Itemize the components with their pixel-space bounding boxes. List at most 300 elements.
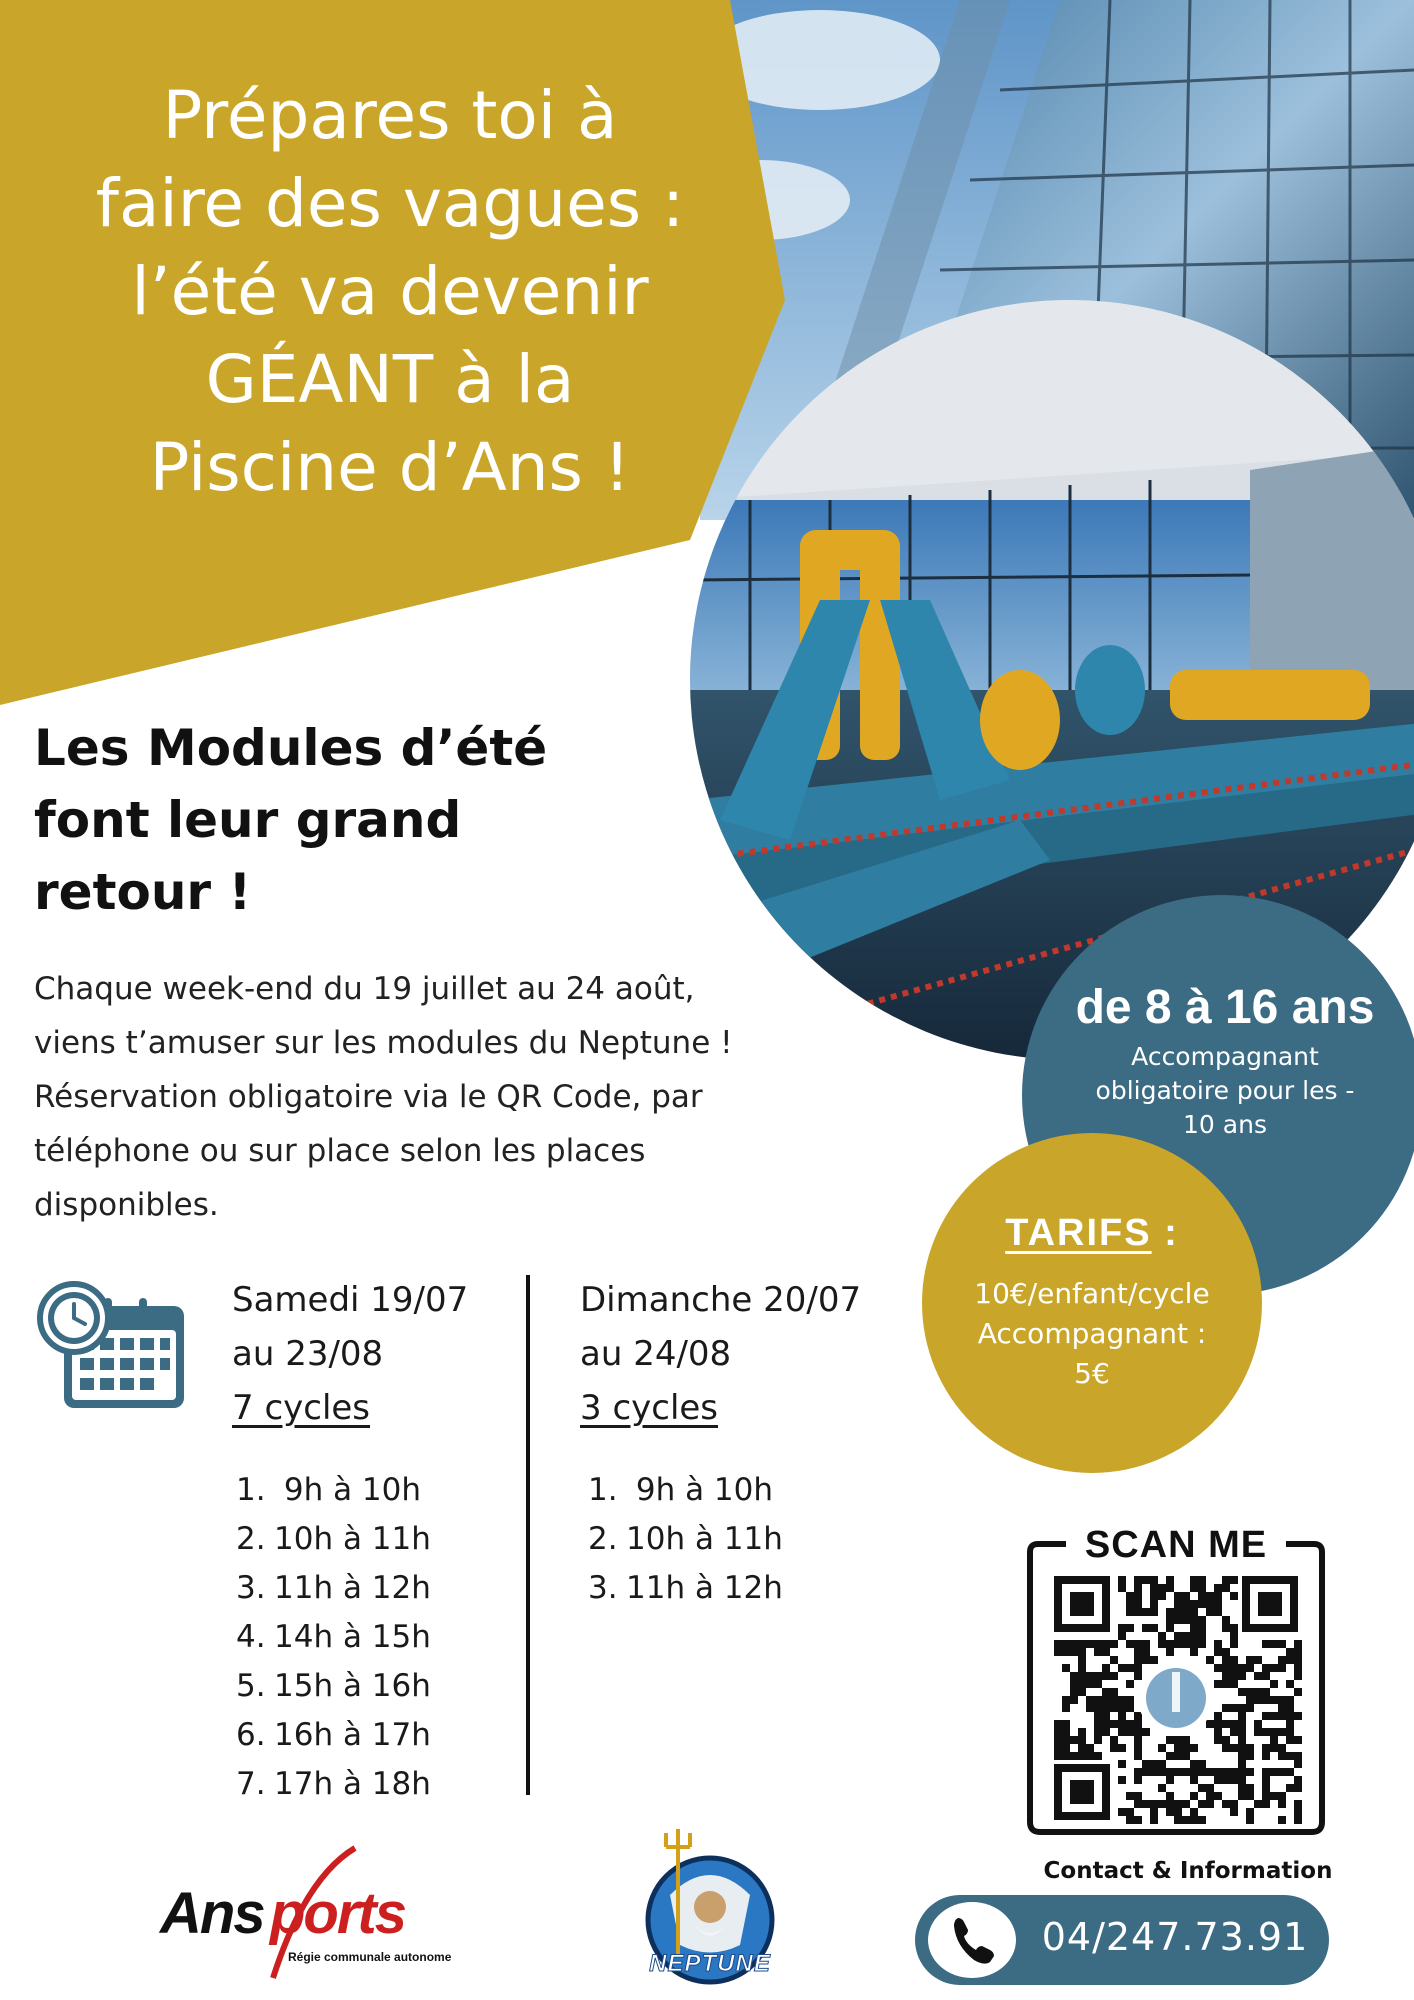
qr-module [1286, 1648, 1294, 1656]
qr-module [1270, 1728, 1278, 1736]
qr-module [1222, 1744, 1230, 1752]
age-note-line: Accompagnant [1131, 1042, 1319, 1071]
description-line: Chaque week-end du 19 juillet au 24 août, [34, 971, 695, 1007]
qr-module [1086, 1744, 1094, 1752]
ans-logo-text: Ans [160, 1881, 264, 1946]
qr-module [1190, 1608, 1198, 1616]
qr-module [1118, 1776, 1126, 1784]
qr-module [1118, 1704, 1126, 1712]
qr-module [1262, 1640, 1270, 1648]
qr-module [1118, 1664, 1126, 1672]
qr-module [1174, 1608, 1182, 1616]
qr-module [1214, 1640, 1222, 1648]
qr-module [1182, 1632, 1190, 1640]
qr-module [1078, 1672, 1086, 1680]
qr-module [1134, 1608, 1142, 1616]
qr-module [1094, 1736, 1102, 1744]
qr-module [1062, 1696, 1070, 1704]
qr-module [1126, 1720, 1134, 1728]
qr-module [1262, 1800, 1270, 1808]
qr-module [1254, 1720, 1262, 1728]
description-line: viens t’amuser sur les modules du Neptune ! [34, 1025, 733, 1061]
qr-module [1278, 1800, 1286, 1808]
qr-module [1118, 1760, 1126, 1768]
qr-module [1174, 1752, 1182, 1760]
qr-module [1270, 1640, 1278, 1648]
qr-module [1278, 1664, 1286, 1672]
qr-module [1086, 1704, 1094, 1712]
qr-module [1190, 1600, 1198, 1608]
qr-module [1246, 1808, 1254, 1816]
qr-module [1294, 1672, 1302, 1680]
qr-module [1230, 1624, 1238, 1632]
qr-module [1110, 1720, 1118, 1728]
qr-module [1174, 1768, 1182, 1776]
qr-module [1238, 1712, 1246, 1720]
qr-module [1182, 1744, 1190, 1752]
qr-module [1118, 1576, 1126, 1584]
qr-module [1110, 1656, 1118, 1664]
qr-module [1094, 1720, 1102, 1728]
qr-module [1086, 1696, 1094, 1704]
qr-module [1070, 1688, 1078, 1696]
qr-module [1182, 1640, 1190, 1648]
qr-module [1166, 1792, 1174, 1800]
qr-module [1262, 1792, 1270, 1800]
qr-module [1150, 1656, 1158, 1664]
qr-module [1294, 1760, 1302, 1768]
qr-module [1286, 1728, 1294, 1736]
qr-module [1190, 1576, 1198, 1584]
headline [40, 72, 740, 512]
qr-module [1182, 1816, 1190, 1824]
tarif-line: Accompagnant : [977, 1317, 1207, 1350]
list-item: 5. 15h à 16h [236, 1668, 431, 1704]
qr-module [1230, 1640, 1238, 1648]
qr-module [1102, 1640, 1110, 1648]
qr-module [1094, 1640, 1102, 1648]
qr-module [1062, 1720, 1070, 1728]
phone-icon-badge [928, 1902, 1016, 1978]
qr-module [1238, 1760, 1246, 1768]
qr-module [1102, 1704, 1110, 1712]
qr-module [1206, 1592, 1214, 1600]
qr-module [1158, 1760, 1166, 1768]
qr-module [1254, 1688, 1262, 1696]
qr-module [1238, 1776, 1246, 1784]
qr-module [1150, 1584, 1158, 1592]
qr-module [1118, 1720, 1126, 1728]
qr-module [1294, 1736, 1302, 1744]
qr-module [1190, 1760, 1198, 1768]
qr-module [1070, 1752, 1078, 1760]
qr-module [1222, 1672, 1230, 1680]
qr-module [1294, 1664, 1302, 1672]
qr-module [1238, 1728, 1246, 1736]
description [34, 962, 824, 1232]
qr-module [1174, 1592, 1182, 1600]
qr-module [1198, 1600, 1206, 1608]
calendar-clock-icon [34, 1278, 186, 1413]
qr-module [1134, 1584, 1142, 1592]
qr-module [1126, 1704, 1134, 1712]
qr-module [1246, 1688, 1254, 1696]
qr-module [1094, 1752, 1102, 1760]
qr-module [1198, 1640, 1206, 1648]
qr-module [1294, 1712, 1302, 1720]
qr-module [1206, 1800, 1214, 1808]
qr-module [1230, 1808, 1238, 1816]
qr-module [1278, 1704, 1286, 1712]
qr-module [1230, 1656, 1238, 1664]
qr-module [1246, 1816, 1254, 1824]
saturday-date: Samedi 19/07 [232, 1280, 469, 1320]
qr-module [1230, 1632, 1238, 1640]
qr-module [1230, 1664, 1238, 1672]
qr-module [1270, 1792, 1278, 1800]
qr-module [1246, 1696, 1254, 1704]
qr-module [1070, 1736, 1078, 1744]
qr-module [1254, 1800, 1262, 1808]
saturday-header [232, 1273, 522, 1435]
qr-module [1230, 1680, 1238, 1688]
qr-module [1214, 1648, 1222, 1656]
qr-module [1094, 1680, 1102, 1688]
age-note-line: obligatoire pour les - [1095, 1076, 1355, 1105]
headline-line: GÉANT à la [205, 341, 575, 418]
qr-module [1206, 1720, 1214, 1728]
qr-module [1214, 1792, 1222, 1800]
slot-time: 11h à 12h [274, 1570, 431, 1606]
qr-module [1174, 1744, 1182, 1752]
qr-module [1214, 1736, 1222, 1744]
qr-module [1150, 1576, 1158, 1584]
qr-module [1158, 1768, 1166, 1776]
qr-module [1182, 1608, 1190, 1616]
qr-module [1134, 1712, 1142, 1720]
qr-module [1246, 1792, 1254, 1800]
qr-module [1246, 1744, 1254, 1752]
qr-module [1070, 1672, 1078, 1680]
tarif-line: 10€/enfant/cycle [974, 1277, 1210, 1310]
qr-module [1118, 1584, 1126, 1592]
qr-module [1254, 1696, 1262, 1704]
slot-time: 9h à 10h [283, 1472, 422, 1508]
qr-module [1062, 1744, 1070, 1752]
qr-module [1286, 1720, 1294, 1728]
qr-module [1126, 1808, 1134, 1816]
qr-module [1102, 1696, 1110, 1704]
qr-module [1094, 1672, 1102, 1680]
qr-module [1118, 1728, 1126, 1736]
qr-module [1166, 1800, 1174, 1808]
qr-module [1134, 1720, 1142, 1728]
qr-module [1198, 1584, 1206, 1592]
qr-module [1286, 1712, 1294, 1720]
qr-module [1262, 1712, 1270, 1720]
qr-module [1150, 1760, 1158, 1768]
qr-module [1278, 1696, 1286, 1704]
saturday-cycles: 7 cycles [232, 1388, 371, 1428]
qr-module [1198, 1592, 1206, 1600]
description-line: téléphone ou sur place selon les places [34, 1133, 646, 1169]
qr-module [1134, 1664, 1142, 1672]
qr-module [1198, 1784, 1206, 1792]
qr-module [1294, 1800, 1302, 1808]
qr-module [1238, 1736, 1246, 1744]
list-item: 4. 14h à 15h [236, 1619, 431, 1655]
qr-module [1246, 1656, 1254, 1664]
ans-logo-tagline: Régie communale autonome [288, 1950, 452, 1964]
qr-module [1294, 1816, 1302, 1824]
qr-module [1190, 1616, 1198, 1624]
qr-module [1246, 1784, 1254, 1792]
slot-time: 10h à 11h [626, 1521, 783, 1557]
description-line: Réservation obligatoire via le QR Code, par [34, 1079, 703, 1115]
qr-module [1230, 1800, 1238, 1808]
qr-module [1094, 1712, 1102, 1720]
qr-module [1086, 1640, 1094, 1648]
tarifs-title-colon: : [1151, 1212, 1179, 1254]
qr-module [1070, 1680, 1078, 1688]
qr-module [1286, 1704, 1294, 1712]
qr-module [1230, 1728, 1238, 1736]
qr-module [1214, 1680, 1222, 1688]
qr-module [1238, 1672, 1246, 1680]
qr-module [1190, 1632, 1198, 1640]
qr-module [1238, 1768, 1246, 1776]
qr-module [1214, 1776, 1222, 1784]
qr-module [1150, 1600, 1158, 1608]
list-item: 3. 11h à 12h [236, 1570, 431, 1606]
qr-module [1222, 1704, 1230, 1712]
qr-module [1278, 1728, 1286, 1736]
qr-module [1222, 1584, 1230, 1592]
qr-module [1294, 1784, 1302, 1792]
qr-module [1222, 1776, 1230, 1784]
qr-module [1110, 1672, 1118, 1680]
qr-module [1222, 1664, 1230, 1672]
qr-module [1238, 1720, 1246, 1728]
qr-module [1078, 1640, 1086, 1648]
qr-module [1214, 1664, 1222, 1672]
qr-module [1134, 1656, 1142, 1664]
qr-module [1142, 1768, 1150, 1776]
qr-module [1230, 1672, 1238, 1680]
qr-module [1134, 1800, 1142, 1808]
section-title [34, 712, 594, 928]
qr-module [1078, 1648, 1086, 1656]
qr-module [1174, 1808, 1182, 1816]
qr-module [1158, 1632, 1166, 1640]
qr-module [1222, 1624, 1230, 1632]
qr-module [1126, 1728, 1134, 1736]
qr-module [1278, 1816, 1286, 1824]
qr-module [1190, 1624, 1198, 1632]
qr-module [1054, 1648, 1062, 1656]
qr-module [1222, 1680, 1230, 1688]
qr-module [1094, 1696, 1102, 1704]
phone-number[interactable]: 04/247.73.91 [1041, 1915, 1309, 1959]
qr-module [1198, 1576, 1206, 1584]
qr-module [1142, 1728, 1150, 1736]
qr-module [1206, 1600, 1214, 1608]
qr-module [1278, 1744, 1286, 1752]
qr-module [1190, 1584, 1198, 1592]
qr-module [1214, 1768, 1222, 1776]
qr-module [1142, 1648, 1150, 1656]
qr-module [1222, 1800, 1230, 1808]
qr-module [1166, 1752, 1174, 1760]
qr-module [1214, 1584, 1222, 1592]
qr-module [1262, 1776, 1270, 1784]
qr-module [1078, 1752, 1086, 1760]
qr-module [1118, 1624, 1126, 1632]
qr-module [1094, 1728, 1102, 1736]
qr-module [1278, 1656, 1286, 1664]
qr-module [1142, 1760, 1150, 1768]
qr-module [1134, 1648, 1142, 1656]
qr-module [1134, 1640, 1142, 1648]
qr-module [1206, 1768, 1214, 1776]
qr-module [1062, 1728, 1070, 1736]
contact-label: Contact & Information [1043, 1858, 1333, 1884]
qr-module [1174, 1632, 1182, 1640]
qr-module [1150, 1808, 1158, 1816]
qr-module [1182, 1592, 1190, 1600]
qr-module [1174, 1736, 1182, 1744]
headline-line: faire des vagues : [95, 165, 685, 242]
qr-module [1102, 1688, 1110, 1696]
qr-module [1134, 1728, 1142, 1736]
qr-code[interactable] [1026, 1532, 1326, 1842]
qr-module [1238, 1744, 1246, 1752]
qr-module [1182, 1600, 1190, 1608]
qr-module [1102, 1672, 1110, 1680]
qr-module [1070, 1696, 1078, 1704]
qr-module [1190, 1808, 1198, 1816]
qr-module [1110, 1736, 1118, 1744]
saturday-until: au 23/08 [232, 1334, 384, 1374]
qr-module [1166, 1616, 1174, 1624]
qr-module [1238, 1664, 1246, 1672]
age-note-line: 10 ans [1183, 1110, 1267, 1139]
slot-time: 11h à 12h [626, 1570, 783, 1606]
qr-module [1142, 1800, 1150, 1808]
qr-module [1270, 1744, 1278, 1752]
tarif-line: 5€ [1074, 1357, 1110, 1390]
qr-module [1182, 1616, 1190, 1624]
qr-module [1078, 1744, 1086, 1752]
qr-module [1286, 1680, 1294, 1688]
qr-module [1190, 1816, 1198, 1824]
qr-module [1118, 1696, 1126, 1704]
qr-module [1270, 1736, 1278, 1744]
qr-module [1262, 1728, 1270, 1736]
qr-module [1198, 1768, 1206, 1776]
qr-module [1054, 1744, 1062, 1752]
qr-module [1230, 1768, 1238, 1776]
qr-module [1134, 1600, 1142, 1608]
tarifs-title [942, 1212, 1242, 1255]
qr-module [1198, 1760, 1206, 1768]
qr-module [1126, 1816, 1134, 1824]
qr-module [1110, 1696, 1118, 1704]
qr-module [1230, 1720, 1238, 1728]
qr-module [1270, 1712, 1278, 1720]
qr-module [1062, 1664, 1070, 1672]
qr-module [1190, 1776, 1198, 1784]
age-note [1060, 1040, 1390, 1142]
qr-module [1182, 1768, 1190, 1776]
qr-module [1126, 1624, 1134, 1632]
qr-module [1174, 1600, 1182, 1608]
qr-module [1238, 1688, 1246, 1696]
qr-module [1126, 1792, 1134, 1800]
qr-module [1190, 1648, 1198, 1656]
qr-module [1214, 1720, 1222, 1728]
qr-module [1222, 1656, 1230, 1664]
scan-me-label: SCAN ME [1084, 1524, 1268, 1566]
qr-module [1150, 1592, 1158, 1600]
qr-module [1094, 1704, 1102, 1712]
qr-module [1166, 1624, 1174, 1632]
qr-module [1206, 1608, 1214, 1616]
qr-module [1070, 1648, 1078, 1656]
qr-module [1062, 1736, 1070, 1744]
qr-module [1294, 1656, 1302, 1664]
qr-module [1142, 1576, 1150, 1584]
qr-module [1078, 1680, 1086, 1688]
qr-module [1294, 1648, 1302, 1656]
neptune-logo-text: NEPTUNE [649, 1950, 771, 1977]
qr-module [1134, 1744, 1142, 1752]
qr-module [1190, 1792, 1198, 1800]
headline-line: Piscine d’Ans ! [149, 429, 631, 506]
list-item: 1. 9h à 10h [236, 1472, 422, 1508]
qr-module [1222, 1768, 1230, 1776]
section-title-line: Les Modules d’été [34, 719, 548, 777]
qr-module [1094, 1648, 1102, 1656]
qr-module [1126, 1696, 1134, 1704]
qr-module [1118, 1632, 1126, 1640]
qr-module [1134, 1576, 1142, 1584]
qr-module [1278, 1752, 1286, 1760]
qr-module [1110, 1704, 1118, 1712]
phone-icon [928, 1902, 1016, 1978]
qr-module [1294, 1752, 1302, 1760]
qr-module [1166, 1736, 1174, 1744]
qr-module [1270, 1768, 1278, 1776]
qr-module [1206, 1792, 1214, 1800]
slot-time: 15h à 16h [274, 1668, 431, 1704]
qr-module [1166, 1768, 1174, 1776]
qr-module [1166, 1776, 1174, 1784]
qr-module [1118, 1808, 1126, 1816]
qr-module [1166, 1608, 1174, 1616]
qr-module [1238, 1752, 1246, 1760]
qr-module [1182, 1800, 1190, 1808]
qr-module [1198, 1616, 1206, 1624]
qr-module [1190, 1640, 1198, 1648]
slot-time: 17h à 18h [274, 1766, 431, 1802]
column-divider [526, 1275, 530, 1795]
qr-module [1118, 1744, 1126, 1752]
qr-module [1262, 1784, 1270, 1792]
qr-module [1246, 1704, 1254, 1712]
qr-module [1158, 1592, 1166, 1600]
qr-module [1286, 1768, 1294, 1776]
